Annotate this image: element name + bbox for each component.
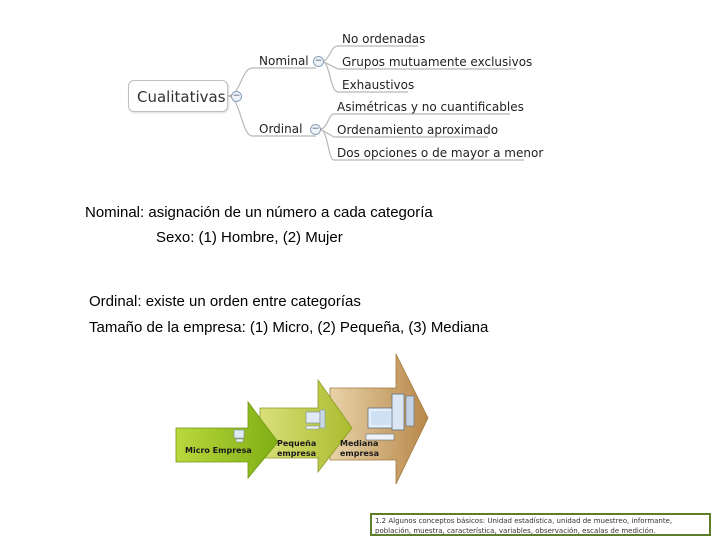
ordinal-term: Ordinal	[89, 293, 138, 310]
nominal-item-1[interactable]: No ordenadas	[342, 32, 426, 46]
ordinal-item-3[interactable]: Dos opciones o de mayor a menor	[337, 146, 544, 160]
caption-box: 1.2 Algunos conceptos básicos: Unidad estadística, unidad de muestreo, informante, población, muestra, característica, variables, observación, escalas de medición.	[370, 513, 711, 536]
nominal-item-3[interactable]: Exhaustivos	[342, 78, 415, 92]
branch-ordinal-label[interactable]: Ordinal	[259, 122, 303, 136]
label-pequena	[277, 439, 316, 459]
ordinal-definition	[89, 292, 361, 312]
label-mediana	[340, 439, 379, 459]
ordinal-example: Tamaño de la empresa: (1) Micro, (2) Pequeña, (3) Mediana	[89, 319, 489, 336]
ordinal-item-1[interactable]: Asimétricas y no cuantificables	[337, 100, 524, 114]
nominal-term: Nominal	[85, 204, 141, 221]
nominal-definition-text: : asignación de un número a cada categoría	[140, 204, 433, 221]
root-collapse-icon[interactable]: −	[232, 91, 241, 101]
nominal-example: Sexo: (1) Hombre, (2) Mujer	[156, 229, 343, 246]
nominal-item-2[interactable]: Grupos mutuamente exclusivos	[342, 55, 533, 69]
label-micro-line1: Micro Empresa	[185, 446, 252, 455]
ordinal-collapse-icon[interactable]: −	[311, 124, 320, 134]
label-mediana-line1: Mediana	[340, 439, 379, 448]
ordinal-definition-text: : existe un orden entre categorías	[137, 293, 361, 310]
label-pequena-line1: Pequeña	[277, 439, 317, 448]
branch-nominal-label[interactable]: Nominal	[259, 54, 309, 68]
medium-computer-icon	[306, 410, 325, 429]
label-pequena-line2: empresa	[277, 449, 317, 458]
root-node[interactable]: Cualitativas	[128, 80, 228, 112]
mind-map	[0, 0, 720, 180]
arrows-graphic	[170, 350, 430, 490]
nominal-collapse-icon[interactable]: −	[314, 56, 323, 66]
ordinal-item-2[interactable]: Ordenamiento aproximado	[337, 123, 499, 137]
label-micro	[185, 446, 252, 456]
company-size-arrows	[170, 350, 430, 490]
connector-root-nominal	[228, 68, 316, 96]
label-mediana-line2: empresa	[340, 449, 380, 458]
nominal-definition	[85, 203, 433, 223]
